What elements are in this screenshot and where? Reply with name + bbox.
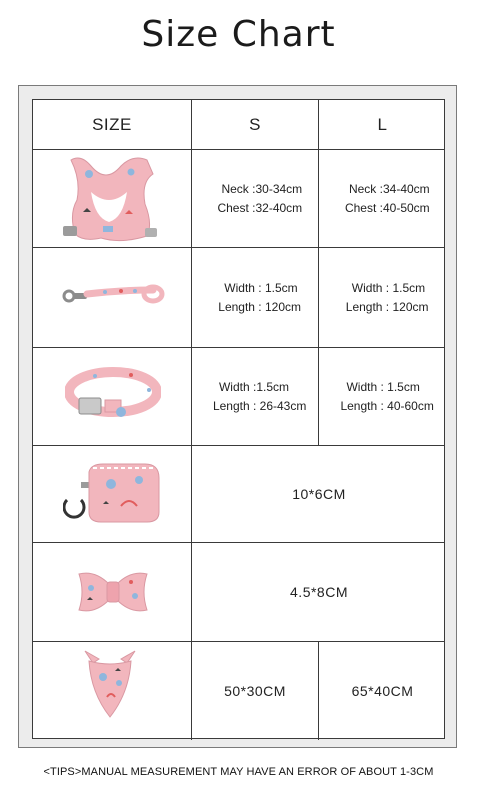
length-label: Length <box>340 399 378 413</box>
length-label: Length <box>218 300 255 314</box>
bandana-l-size: 65*40CM <box>351 683 414 699</box>
header-l: L <box>377 114 388 134</box>
bow-tie-image <box>77 568 149 616</box>
leash-l-measurements: Width : 1.5cm Length : 120cm <box>319 248 446 347</box>
collar-l-measurements: Width : 1.5cm Length : 40-60cm <box>319 348 446 445</box>
chest-value: 32-40cm <box>255 201 303 215</box>
header-s: S <box>249 114 261 134</box>
width-value: 1.5cm <box>264 281 298 295</box>
length-value: 40-60cm <box>387 399 434 413</box>
neck-label: Neck <box>221 182 249 196</box>
neck-value: 34-40cm <box>382 182 430 196</box>
width-label: Width <box>351 281 383 295</box>
bowtie-size: 4.5*8CM <box>290 584 348 600</box>
measurement-tip: <TIPS>MANUAL MEASUREMENT MAY HAVE AN ERROR OF ABOUT 1-3CM <box>43 766 434 778</box>
header-size: SIZE <box>92 114 132 134</box>
chest-label: Chest <box>217 201 249 215</box>
bag-size: 10*6CM <box>292 486 346 502</box>
length-value: 26-43cm <box>259 399 307 413</box>
harness-s-measurements: Neck : 30-34cm Chest : 32-40cm <box>192 150 318 247</box>
width-label: Width <box>218 380 250 394</box>
poop-bag-holder-image <box>63 460 163 524</box>
harness-image <box>61 152 161 245</box>
chest-value: 40-50cm <box>382 201 430 215</box>
width-value: 1.5cm <box>256 380 289 394</box>
page-title: Size Chart <box>141 14 336 55</box>
harness-l-measurements: Neck : 34-40cm Chest : 40-50cm <box>319 150 446 247</box>
neck-label: Neck <box>348 182 377 196</box>
width-label: Width <box>224 281 255 295</box>
neck-value: 30-34cm <box>255 182 303 196</box>
length-value: 120cm <box>392 300 429 314</box>
bandana-s-size: 50*30CM <box>224 683 286 699</box>
collar-s-measurements: Width : 1.5cm Length : 26-43cm <box>192 348 318 445</box>
leash-s-measurements: Width : 1.5cm Length : 120cm <box>192 248 318 347</box>
size-table <box>32 99 445 739</box>
chest-label: Chest <box>344 201 377 215</box>
leash-image <box>61 280 165 312</box>
length-label: Length <box>212 399 250 413</box>
width-value: 1.5cm <box>392 281 426 295</box>
length-label: Length <box>345 300 383 314</box>
length-value: 120cm <box>264 300 302 314</box>
width-value: 1.5cm <box>387 380 420 394</box>
collar-image <box>65 362 161 424</box>
bandana-image <box>79 649 141 719</box>
width-label: Width <box>346 380 378 394</box>
